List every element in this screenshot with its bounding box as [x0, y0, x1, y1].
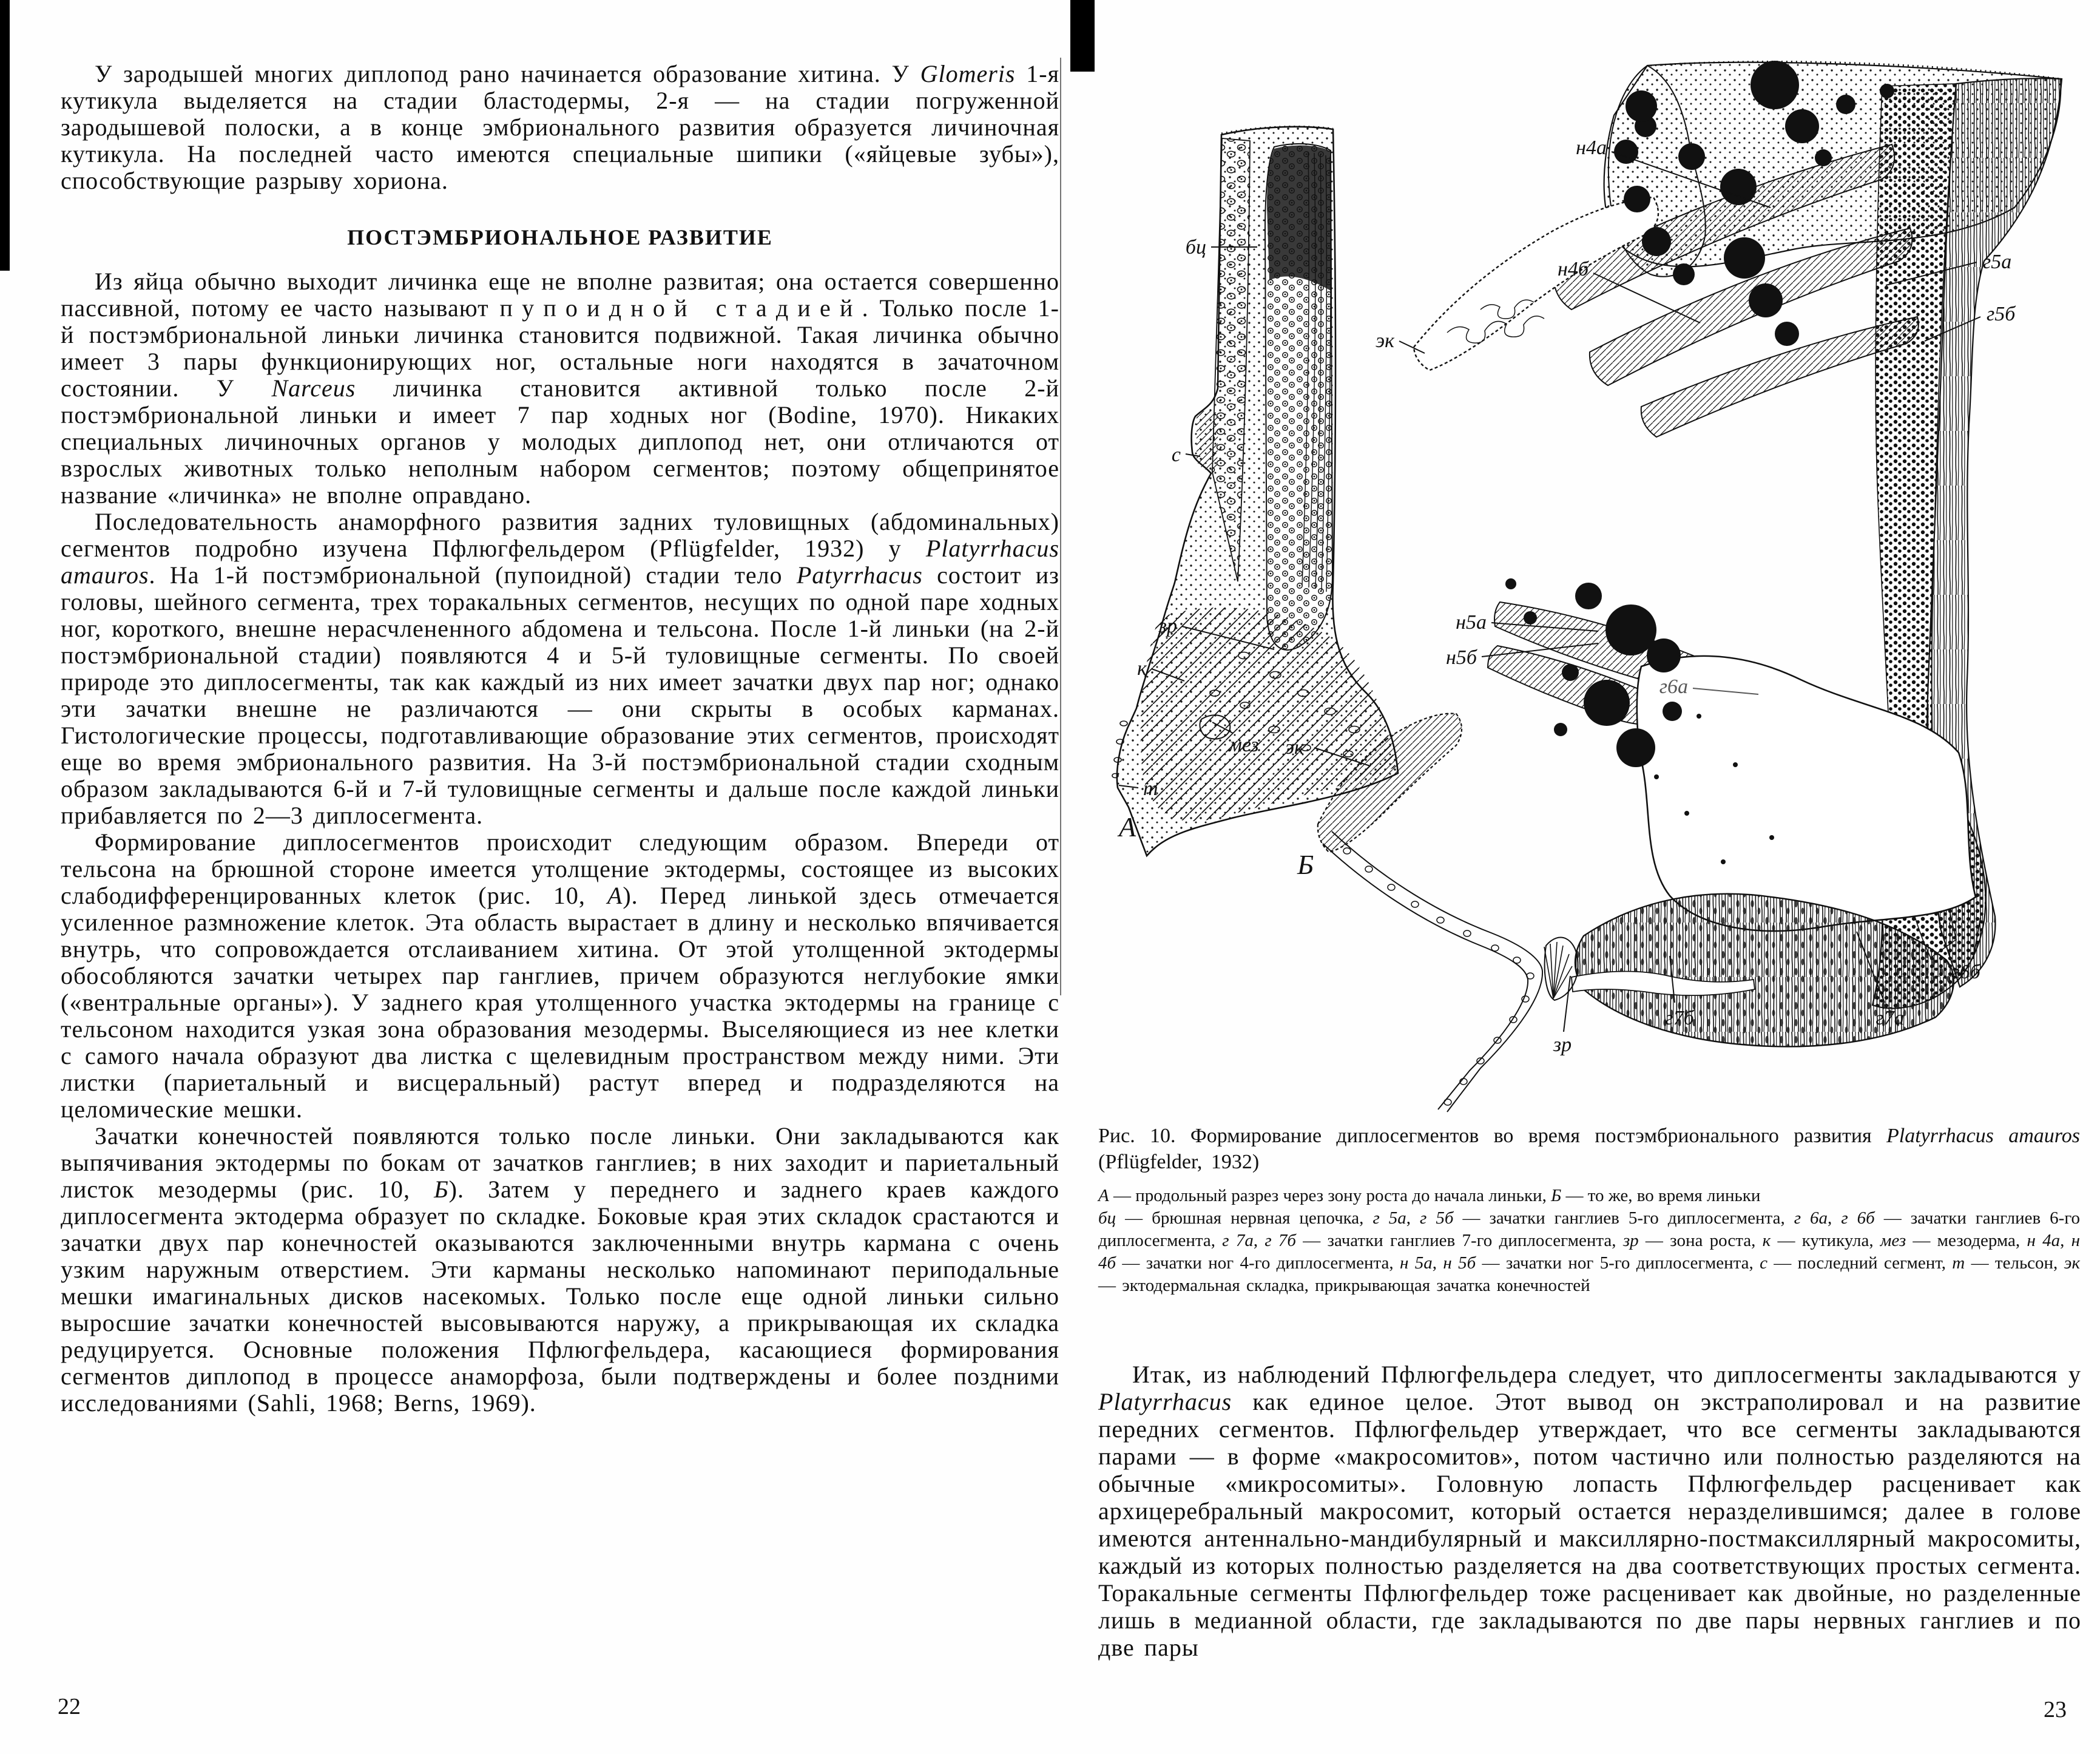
- paragraph: [61, 829, 1059, 1123]
- label-ek-lower: эк: [1285, 736, 1304, 759]
- label-n5a: н5а: [1456, 611, 1487, 634]
- label-g7a: г7а: [1875, 1007, 1905, 1029]
- figure-legend: [1098, 1207, 2080, 1297]
- text-run: Platyrrhacus amauros: [1886, 1125, 2080, 1147]
- label-part-b: Б: [1297, 849, 1314, 880]
- text-run: бц: [1098, 1208, 1116, 1228]
- label-mez: мез: [1229, 734, 1259, 756]
- text-run: г 6а: [1794, 1208, 1828, 1228]
- text-run: Б: [434, 1176, 449, 1203]
- label-g5a: г5а: [1983, 251, 2012, 273]
- label-g7b: г7б: [1665, 1007, 1694, 1029]
- label-g5b: г5б: [1987, 303, 2016, 325]
- figure-caption: [1098, 1123, 2080, 1175]
- label-t: т: [1143, 777, 1158, 800]
- text-run: У зародышей многих диплопод рано начинается образование хитина. У: [95, 60, 920, 87]
- text-run: ,: [1828, 1208, 1842, 1228]
- text-run: — зачатки ганглиев 6-го диплосегмента,: [1098, 1208, 2080, 1250]
- label-c: с: [1171, 444, 1181, 466]
- text-run: Glomeris: [920, 60, 1016, 87]
- figure-caption-block: [1098, 1123, 2080, 1297]
- text-run: — эктодермальная складка, прикрывающая зачатка конечностей: [1098, 1276, 1590, 1295]
- left-page-column: [61, 61, 1059, 1417]
- nerve-cord-dark-cap: [1267, 146, 1332, 291]
- text-run: Platyrrhacus amauros: [61, 535, 1059, 589]
- text-run: ). Затем у переднего и заднего краев каждого диплосегмента эктодерма образует по складке. Боковые края этих складок срастаются и зачатки двух пар конечностей оказываются заключенными внутрь кармана с очень узким наружным отверстием. Эти карманы несколько напоминают периподальные мешки имагинальных дисков насекомых. Только после еще одной линьки сильно выросшие зачатки конечностей высовываются наружу, а прикрывающая их складка редуцируется. Основные положения Пфлюгфельдера, касающиеся формирования сегментов диплопод в процессе анаморфоза, были подтверждены и более поздними исследованиями (Sahli, 1968; Berns, 1969).: [61, 1176, 1059, 1417]
- text-run: эк: [2064, 1253, 2081, 1273]
- text-run: — мезодерма,: [1906, 1231, 2027, 1250]
- label-zr-a: зр: [1158, 615, 1177, 637]
- text-run: т: [1952, 1253, 1965, 1273]
- label-g6a: г6а: [1659, 676, 1688, 698]
- nose-hatching: [1197, 410, 1218, 470]
- text-run: (Pflügfelder, 1932): [1098, 1151, 1260, 1173]
- text-run: н 5б: [1443, 1253, 1476, 1273]
- text-run: Б: [1551, 1186, 1562, 1205]
- text-run: г 7б: [1264, 1231, 1297, 1250]
- text-run: Зачатки конечностей появляются только после линьки. Они закладываются как выпячивания эктодермы по бокам от зачатков ганглиев; в них заходит и париетальный листок мезодермы (рис. 10,: [61, 1122, 1059, 1203]
- section-heading: ПОСТЭМБРИОНАЛЬНОЕ РАЗВИТИЕ: [347, 225, 773, 249]
- text-run: зр: [1622, 1231, 1639, 1250]
- text-run: Последовательность анаморфного развития задних туловищных (абдоминальных) сегментов подробно изучена Пфлюгфельдером (Pflügfelder, 1932) у: [61, 508, 1059, 562]
- text-run: как единое целое. Этот вывод он экстраполировал и на развитие передних сегментов. Пфлюгфельдер утверждает, что все сегменты закладываются парами — в форме «макросомитов», потом частично или полностью разделяются на обычные «микросомиты». Головную лопасть Пфлюгфельдер расценивает как архицеребральный макросомит, который остается неразделившимся; далее в голове имеются антеннально-мандибулярный и максиллярно-постмаксиллярный макросомиты, каждый из которых полностью разделяется на два соответствующих простых сегмента. Торакальные сегменты Пфлюгфельдер тоже расценивает как двойные, но разделенные лишь в медианной области, где закладываются по две пары нервных ганглиев и по две пары: [1098, 1388, 2081, 1661]
- paragraph: [61, 1123, 1059, 1417]
- text-run: Формирование диплосегментов происходит следующим образом. Впереди от тельсона на брюшной стороне имеется утолщение эктодермы, состоящее из высоких слабодифференцированных клеток (рис. 10,: [61, 828, 1059, 909]
- text-run: Patyrrhacus: [796, 561, 923, 589]
- text-run: — зачатки ганглиев 5-го диплосегмента,: [1453, 1208, 1794, 1228]
- page-number-left: 22: [58, 1694, 81, 1719]
- text-run: — зачатки ног 4-го диплосегмента,: [1116, 1253, 1400, 1273]
- text-run: — зона роста,: [1638, 1231, 1763, 1250]
- label-n4a: н4а: [1576, 137, 1607, 159]
- figure-legend-parts: [1098, 1185, 2080, 1207]
- text-run: . На 1-й постэмбриональной (пупоидной) стадии тело: [149, 561, 797, 589]
- text-run: ,: [1253, 1231, 1265, 1250]
- text-run: к: [1762, 1231, 1771, 1250]
- text-run: г 6б: [1841, 1208, 1875, 1228]
- text-run: н 4б: [1098, 1231, 2080, 1273]
- hook-band-cells: [1343, 848, 1534, 1105]
- cuticle-hook-band: [1323, 831, 1542, 1112]
- text-run: ). Перед линькой здесь отмечается усиленное размножение клеток. Эта область вырастает в длину и несколько впячивается внутрь, что сопровождается отслаиванием хитина. От этой утолщенной эктодермы обособляются зачатки четырех пар ганглиев, причем образуются неглубокие ямки («вентральные органы»). У заднего края утолщенного участка эктодермы на границе с тельсоном находится узкая зона образования мезодермы. Выселяющиеся из нее клетки с самого начала образуют два листка с щелевидным пространством между ними. Эти листки (париетальный и висцеральный) растут вперед и подразделяются на целомические мешки.: [61, 882, 1059, 1123]
- text-run: личинка становится активной только после 2-й постэмбриональной линьки и имеет 7 пар ходных ног (Bodine, 1970). Никаких специальных личиночных органов у молодых диплопод нет, они отличаются от взрослых животных только неполным набором сегментов; поэтому общепринятое название «личинка» не вполне оправдано.: [61, 374, 1059, 509]
- label-part-a: А: [1119, 811, 1136, 842]
- text-run: н 4а: [2027, 1231, 2061, 1250]
- text-run: ,: [1432, 1253, 1443, 1273]
- text-run: ,: [2060, 1231, 2071, 1250]
- text-run: — кутикула,: [1771, 1231, 1880, 1250]
- figure-part-b: [1318, 61, 2062, 1112]
- label-k: к: [1137, 657, 1147, 680]
- text-run: . Только после 1-й постэмбриональной линьки личинка становится подвижной. Такая личинка обычно имеет 3 пары функционирующих ног, остальные ноги находятся в зачаточном состоянии. У: [61, 294, 1059, 402]
- mesoderm-zone: [1200, 715, 1230, 739]
- text-run: Итак, из наблюдений Пфлюгфельдера следует, что диплосегменты закладываются у: [1132, 1361, 2081, 1388]
- label-n4b: н4б: [1558, 258, 1589, 280]
- text-run: с: [1760, 1253, 1767, 1273]
- paragraph: [61, 61, 1059, 194]
- text-run: 1-я кутикула выделяется на стадии бластодермы, 2-я — на стадии погруженной зародышевой полоски, а в конце эмбрионального развития образуется личиночная кутикула. На последней часто имеются специальные шипики («яйцевые зубы»), способствующие разрыву хориона.: [61, 60, 1059, 194]
- text-run: состоит из головы, шейного сегмента, трех торакальных сегментов, несущих по одной паре ходных ног, короткого, внешне нерасчлененного абдомена и тельсона. После 1-й линьки (на 2-й постэмбриональной стадии) появляются 4 и 5-й туловищные сегменты. По своей природе это диплосегменты, так как каждый из них имеет зачатки двух пар ног; однако эти зачатки внешне не различаются — они скрыты в особых карманах. Гистологические процессы, подготавливающие образование этих сегментов, происходят еще во время эмбрионального развития. На 3-й постэмбриональной стадии сходным образом закладываются 6-й и 7-й туловищные сегменты и дальше после каждой линьки прибавляется по 2—3 диплосегмента.: [61, 561, 1059, 829]
- label-n5b: н5б: [1446, 646, 1477, 669]
- text-run: Platyrrhacus: [1098, 1388, 1232, 1415]
- text-run: — тельсон,: [1965, 1253, 2064, 1273]
- paragraph: [61, 268, 1059, 509]
- text-run: Рис. 10. Формирование диплосегментов во время постэмбрионального развития: [1098, 1125, 1886, 1147]
- text-run: ,: [1406, 1208, 1420, 1228]
- page-divider-bar: [1070, 0, 1095, 72]
- text-run: г 7а: [1222, 1231, 1254, 1250]
- text-run: — зачатки ганглиев 7-го диплосегмента,: [1296, 1231, 1623, 1250]
- text-run: г 5а: [1372, 1208, 1406, 1228]
- label-bc: бц: [1185, 236, 1206, 259]
- text-run: А: [607, 882, 623, 909]
- text-run: — зачатки ног 5-го диплосегмента,: [1476, 1253, 1760, 1273]
- page-edge-rule: [1060, 58, 1061, 995]
- text-run: — брюшная нервная цепочка,: [1116, 1208, 1373, 1228]
- paragraph: [1098, 1361, 2081, 1661]
- text-run: пупоидной стадией: [499, 294, 862, 322]
- text-run: — последний сегмент,: [1767, 1253, 1953, 1273]
- text-run: Из яйца обычно выходит личинка еще не вполне развитая; она остается совершенно пассивной, потому ее часто называют: [61, 268, 1059, 322]
- label-zr-b: зр: [1553, 1034, 1572, 1056]
- text-run: А: [1098, 1186, 1109, 1205]
- scan-edge-bar: [0, 0, 10, 271]
- text-run: н 5а: [1400, 1253, 1433, 1273]
- label-ek-upper: эк: [1376, 330, 1394, 352]
- paragraph: [61, 509, 1059, 829]
- figure-10: [1092, 49, 2100, 1117]
- label-g6b: г6б: [1951, 961, 1980, 983]
- text-run: — то же, во время линьки: [1561, 1186, 1761, 1205]
- page-number-right: 23: [2044, 1697, 2067, 1722]
- text-run: Narceus: [271, 374, 356, 402]
- right-page-column: [1098, 1361, 2081, 1661]
- text-run: мез: [1880, 1231, 1906, 1250]
- text-run: — продольный разрез через зону роста до начала линьки,: [1109, 1186, 1551, 1205]
- text-run: г 5б: [1420, 1208, 1454, 1228]
